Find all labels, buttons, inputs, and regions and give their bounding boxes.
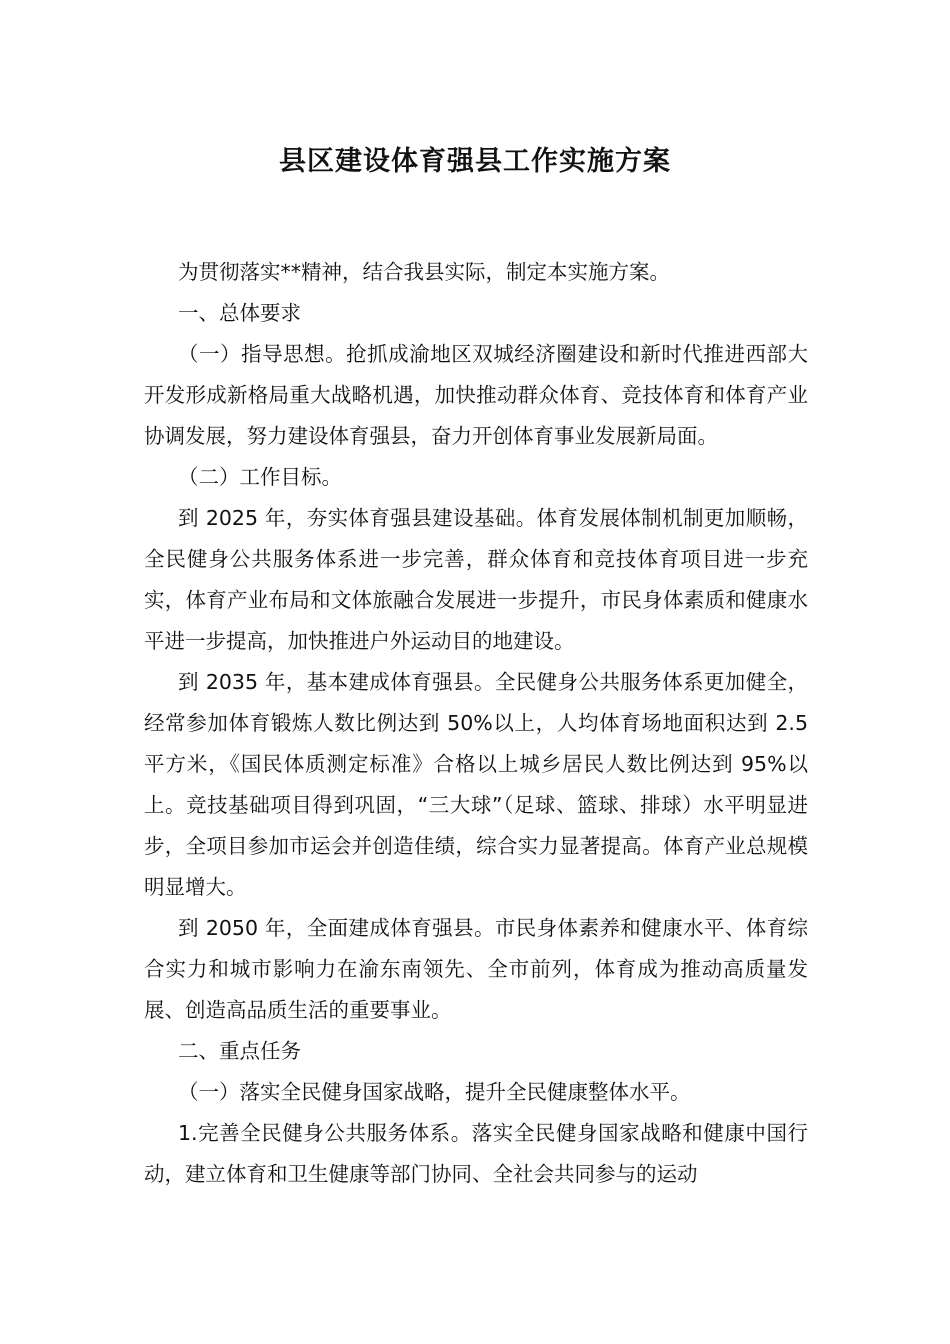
- heading-work-goals: （二）工作目标。: [178, 465, 342, 489]
- document-body: [144, 252, 808, 1195]
- paragraph-public-service: 1.完善全民健身公共服务体系。落实全民健身国家战略和健康中国行动，建立体育和卫生健康等部门协同、全社会共同参与的运动: [144, 1121, 808, 1186]
- heading-key-tasks: 二、重点任务: [178, 1039, 301, 1063]
- paragraph-goal-2025: 到 2025 年，夯实体育强县建设基础。体育发展体制机制更加顺畅，全民健身公共服务体系进一步完善，群众体育和竞技体育项目进一步充实，体育产业布局和文体旅融合发展进一步提升，市民身体素质和健康水平进一步提高，加快推进户外运动目的地建设。: [144, 506, 808, 653]
- paragraph-goal-2050: 到 2050 年，全面建成体育强县。市民身体素养和健康水平、体育综合实力和城市影响力在渝东南领先、全市前列，体育成为推动高质量发展、创造高品质生活的重要事业。: [144, 916, 808, 1022]
- heading-overall-requirements: 一、总体要求: [178, 301, 301, 325]
- document-title: 县区建设体育强县工作实施方案: [279, 146, 671, 177]
- paragraph-intro: 为贯彻落实**精神，结合我县实际，制定本实施方案。: [178, 260, 670, 284]
- paragraph-guiding-thought: （一）指导思想。抢抓成渝地区双城经济圈建设和新时代推进西部大开发形成新格局重大战略机遇，加快推动群众体育、竞技体育和体育产业协调发展，努力建设体育强县，奋力开创体育事业发展新局面。: [144, 342, 808, 448]
- paragraph-goal-2035: 到 2035 年，基本建成体育强县。全民健身公共服务体系更加健全，经常参加体育锻炼人数比例达到 50%以上，人均体育场地面积达到 2.5 平方米，《国民体质测定标准》合格以上城乡居民人数比例达到 95%以上。竞技基础项目得到巩固，“三大球”（足球、篮球、排球）水平明显进步，全项目参加市运会并创造佳绩，综合实力显著提高。体育产业总规模明显增大。: [144, 670, 808, 899]
- heading-national-fitness: （一）落实全民健身国家战略，提升全民健康整体水平。: [178, 1080, 691, 1104]
